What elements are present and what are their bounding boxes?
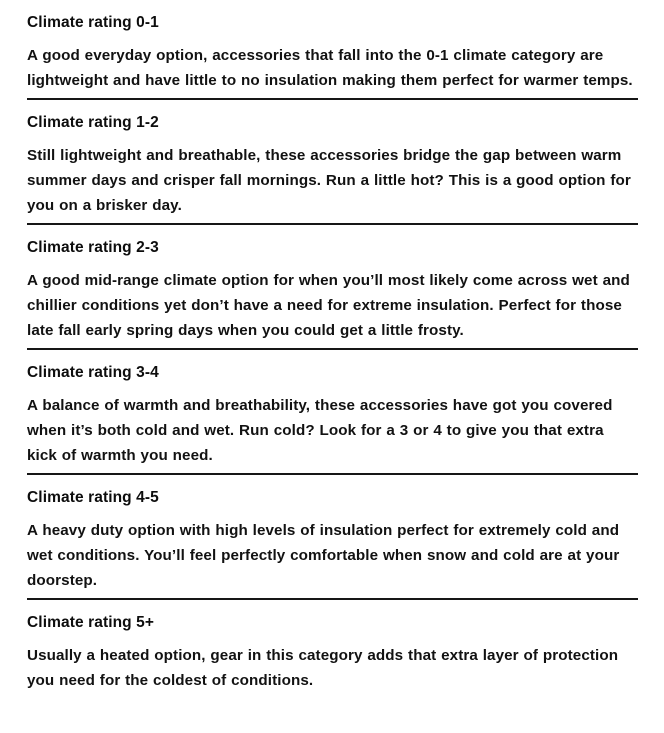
section-body: A heavy duty option with high levels of insulation perfect for extremely cold and wet conditions. You’ll feel perfectly comfortable when snow and cold are at your doorstep. xyxy=(27,522,620,589)
climate-rating-section xyxy=(27,113,638,225)
section-heading: Climate rating 5+ xyxy=(27,614,155,631)
section-heading: Climate rating 2-3 xyxy=(27,239,159,256)
section-heading: Climate rating 4-5 xyxy=(27,489,159,506)
climate-rating-section xyxy=(27,13,638,100)
sections-container xyxy=(27,13,638,693)
climate-rating-section xyxy=(27,238,638,350)
climate-rating-section xyxy=(27,488,638,600)
climate-rating-section xyxy=(27,363,638,475)
section-heading: Climate rating 3-4 xyxy=(27,364,159,381)
climate-rating-section xyxy=(27,613,638,693)
section-body: A good mid-range climate option for when you’ll most likely come across wet and chillier conditions yet don’t have a need for extreme insulation. Perfect for those late fall early spring days when you could get a little frosty. xyxy=(27,272,630,339)
section-heading: Climate rating 1-2 xyxy=(27,114,159,131)
section-body: Still lightweight and breathable, these accessories bridge the gap between warm summer days and crisper fall mornings. Run a little hot? This is a good option for you on a brisker day. xyxy=(27,147,631,214)
section-body: Usually a heated option, gear in this category adds that extra layer of protection you need for the coldest of conditions. xyxy=(27,647,619,689)
section-body: A balance of warmth and breathability, these accessories have got you covered when it’s both cold and wet. Run cold? Look for a 3 or 4 to give you that extra kick of warmth you need. xyxy=(27,397,613,464)
section-body: A good everyday option, accessories that fall into the 0-1 climate category are lightweight and have little to no insulation making them perfect for warmer temps. xyxy=(27,47,633,89)
section-heading: Climate rating 0-1 xyxy=(27,14,159,31)
